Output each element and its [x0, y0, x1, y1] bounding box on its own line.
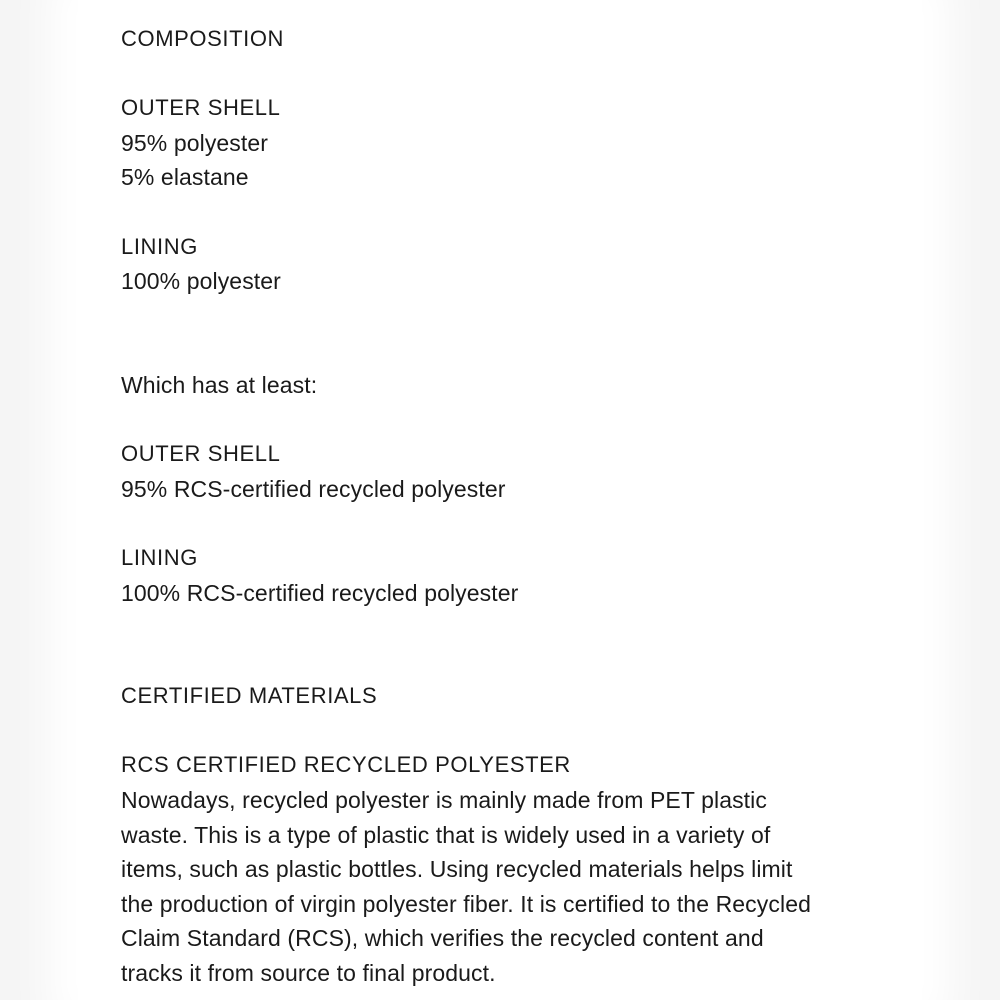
- lining-label: LINING: [121, 233, 198, 259]
- certified-description-line: waste. This is a type of plastic that is widely used in a variety of: [121, 821, 771, 848]
- recycled-outer-shell-label: OUTER SHELL: [121, 441, 281, 467]
- recycled-intro: Which has at least:: [121, 371, 318, 398]
- composition-heading: COMPOSITION: [121, 26, 285, 51]
- outer-shell-material-2: 5% elastane: [121, 164, 249, 191]
- recycled-outer-shell-material: 95% RCS-certified recycled polyester: [121, 475, 506, 502]
- spacer: [121, 506, 911, 541]
- certified-description: [121, 783, 911, 991]
- certified-item-title: RCS CERTIFIED RECYCLED POLYESTER: [121, 752, 571, 778]
- spacer: [121, 403, 911, 438]
- spacer: [121, 610, 911, 679]
- certified-description-line: Nowadays, recycled polyester is mainly made from PET plastic: [121, 787, 767, 814]
- spacer: [121, 714, 911, 749]
- spacer: [121, 299, 911, 368]
- certified-description-line: Claim Standard (RCS), which verifies the recycled content and: [121, 925, 764, 952]
- outer-shell-label: OUTER SHELL: [121, 95, 281, 121]
- composition-content: [121, 22, 911, 991]
- recycled-lining-label: LINING: [121, 544, 198, 570]
- product-details-panel: [78, 0, 922, 1000]
- certified-description-line: items, such as plastic bottles. Using recycled materials helps limit: [121, 856, 793, 883]
- recycled-lining-material: 100% RCS-certified recycled polyester: [121, 579, 519, 606]
- spacer: [121, 195, 911, 230]
- certified-materials-heading: CERTIFIED MATERIALS: [121, 683, 378, 709]
- certified-description-line: the production of virgin polyester fiber. It is certified to the Recycled: [121, 890, 811, 917]
- spacer: [121, 57, 911, 92]
- certified-description-line: tracks it from source to final product.: [121, 960, 496, 987]
- outer-shell-material-1: 95% polyester: [121, 129, 269, 156]
- lining-material-1: 100% polyester: [121, 268, 281, 295]
